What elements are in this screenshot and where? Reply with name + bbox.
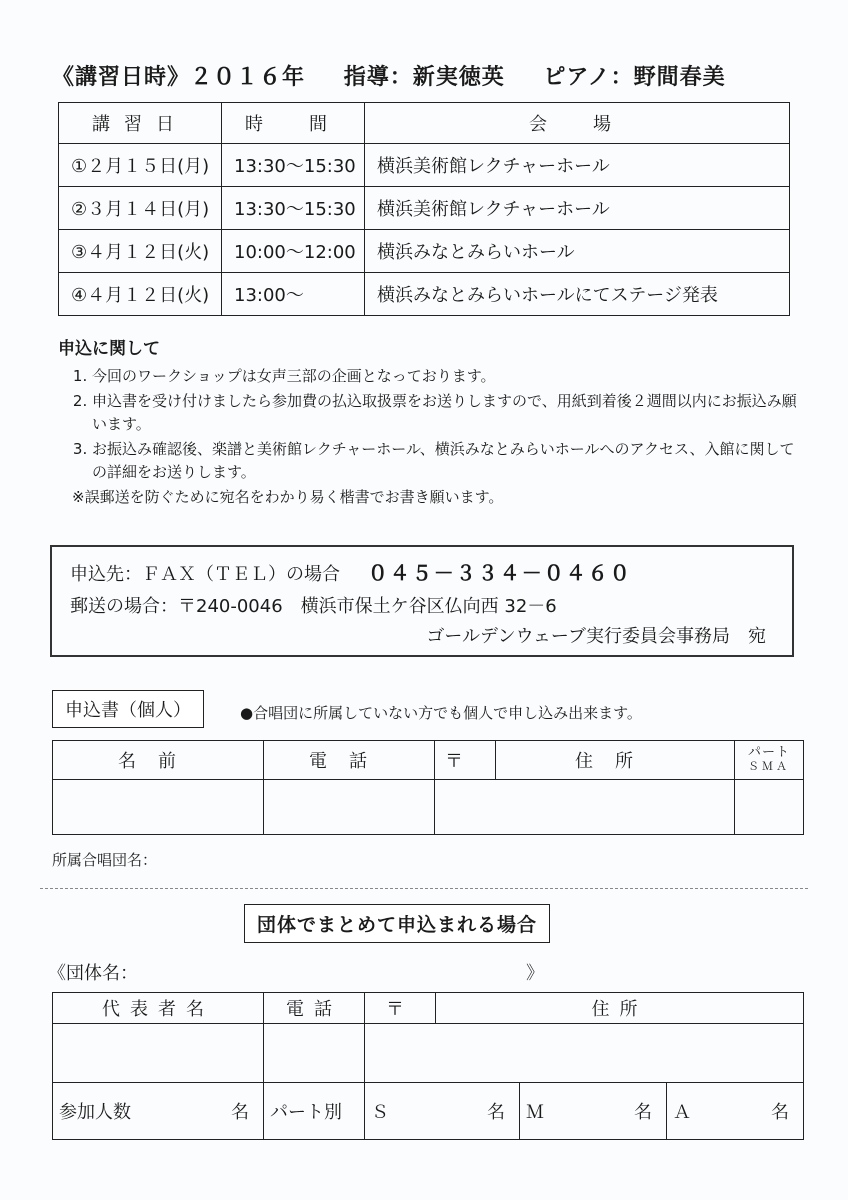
group-form-table [52, 992, 804, 1140]
pianist: ピアノ：野間春美 [543, 65, 726, 90]
schedule-row [59, 187, 790, 230]
header-date: 講習日 [59, 103, 222, 144]
participant-count-row [53, 1083, 804, 1140]
note-item: 2. 申込書を受け付けましたら参加費の払込取扱票をお送りしますので、用紙到着後２週間以内にお振込み願います。 [92, 390, 798, 436]
group-form-label: 団体でまとめて申込まれる場合 [244, 904, 550, 943]
part-options: ＳＭＡ [748, 760, 790, 773]
session-venue: 横浜美術館レクチャーホール [365, 187, 790, 230]
address-field[interactable] [365, 1024, 804, 1083]
course-date: 《講習日時》２０１６年 [52, 65, 306, 90]
group-name-label: 《団体名： [48, 963, 138, 984]
soprano-count-cell[interactable] [365, 1083, 520, 1140]
header-name: 名前 [53, 741, 264, 780]
individual-input-row[interactable] [53, 780, 804, 835]
header-postal: 〒 [435, 741, 496, 780]
instructor: 指導：新実徳英 [343, 65, 505, 90]
part-label-cell: パート別 [264, 1083, 365, 1140]
affiliation-label: 所属合唱団名： [52, 851, 158, 869]
individual-form-label: 申込書（個人） [52, 690, 204, 728]
header-address: 住所 [496, 741, 735, 780]
count-unit: 名 [231, 1102, 249, 1123]
header-phone: 電話 [264, 993, 365, 1024]
alto-unit: 名 [771, 1102, 789, 1123]
part-field[interactable] [735, 780, 804, 835]
mezzo-label: Ｍ [526, 1102, 544, 1123]
group-name-line[interactable] [48, 959, 548, 985]
mezzo-count-cell[interactable] [520, 1083, 667, 1140]
part-label: パート [747, 745, 790, 760]
schedule-table [58, 102, 790, 316]
header-phone: 電話 [264, 741, 435, 780]
session-venue: 横浜みなとみらいホールにてステージ発表 [365, 273, 790, 316]
notes-heading: 申込に関して [58, 339, 160, 359]
address-field[interactable] [435, 780, 735, 835]
group-input-row[interactable] [53, 1024, 804, 1083]
schedule-row [59, 144, 790, 187]
phone-field[interactable] [264, 780, 435, 835]
session-time: 13:00～ [222, 273, 365, 316]
soprano-label: Ｓ [371, 1102, 389, 1123]
phone-field[interactable] [264, 1024, 365, 1083]
soprano-unit: 名 [487, 1102, 505, 1123]
representative-field[interactable] [53, 1024, 264, 1083]
header-part [735, 741, 804, 780]
session-venue: 横浜みなとみらいホール [365, 230, 790, 273]
mail-address: 郵送の場合：〒240-0046 横浜市保土ケ谷区仏向西 32－6 [70, 596, 557, 617]
session-time: 13:30～15:30 [222, 144, 365, 187]
count-label: 参加人数 [59, 1102, 131, 1123]
header-address: 住所 [436, 993, 804, 1024]
header-representative: 代表者名 [53, 993, 264, 1024]
schedule-row [59, 273, 790, 316]
notes-list [58, 365, 798, 484]
schedule-row [59, 230, 790, 273]
fax-label: 申込先：ＦＡＸ（ＴＥＬ）の場合 [70, 564, 340, 585]
group-header-row [53, 993, 804, 1024]
cut-line [40, 888, 808, 889]
header-venue: 会 場 [365, 103, 790, 144]
session-venue: 横浜美術館レクチャーホール [365, 144, 790, 187]
alto-count-cell[interactable] [667, 1083, 804, 1140]
group-name-close: 》 [526, 963, 544, 984]
schedule-header-row [59, 103, 790, 144]
recipient: ゴールデンウェーブ実行委員会事務局 宛 [426, 626, 766, 647]
total-count-cell[interactable] [53, 1083, 264, 1140]
session-date: ③４月１２日(火) [59, 230, 222, 273]
note-item: 1. 今回のワークショップは女声三部の企画となっております。 [92, 365, 798, 388]
mezzo-unit: 名 [634, 1102, 652, 1123]
individual-note: ●合唱団に所属していない方でも個人で申し込み出来ます。 [240, 704, 642, 722]
note-item: 3. お振込み確認後、楽譜と美術館レクチャーホール、横浜みなとみらいホールへのアクセス、入館に関しての詳細をお送りします。 [92, 438, 798, 484]
individual-header-row [53, 741, 804, 780]
session-date: ④４月１２日(火) [59, 273, 222, 316]
name-field[interactable] [53, 780, 264, 835]
caution-note: ※誤郵送を防ぐために宛名をわかり易く楷書でお書き願います。 [72, 488, 504, 506]
fax-number: ０４５－３３４－０４６０ [367, 561, 632, 585]
contact-box [50, 545, 794, 657]
header-postal: 〒 [365, 993, 436, 1024]
course-heading [52, 60, 812, 91]
session-time: 13:30～15:30 [222, 187, 365, 230]
individual-form-table [52, 740, 804, 835]
alto-label: Ａ [673, 1102, 691, 1123]
session-time: 10:00～12:00 [222, 230, 365, 273]
session-date: ②３月１４日(月) [59, 187, 222, 230]
application-notes [58, 338, 798, 509]
session-date: ①２月１５日(月) [59, 144, 222, 187]
header-time: 時 間 [222, 103, 365, 144]
